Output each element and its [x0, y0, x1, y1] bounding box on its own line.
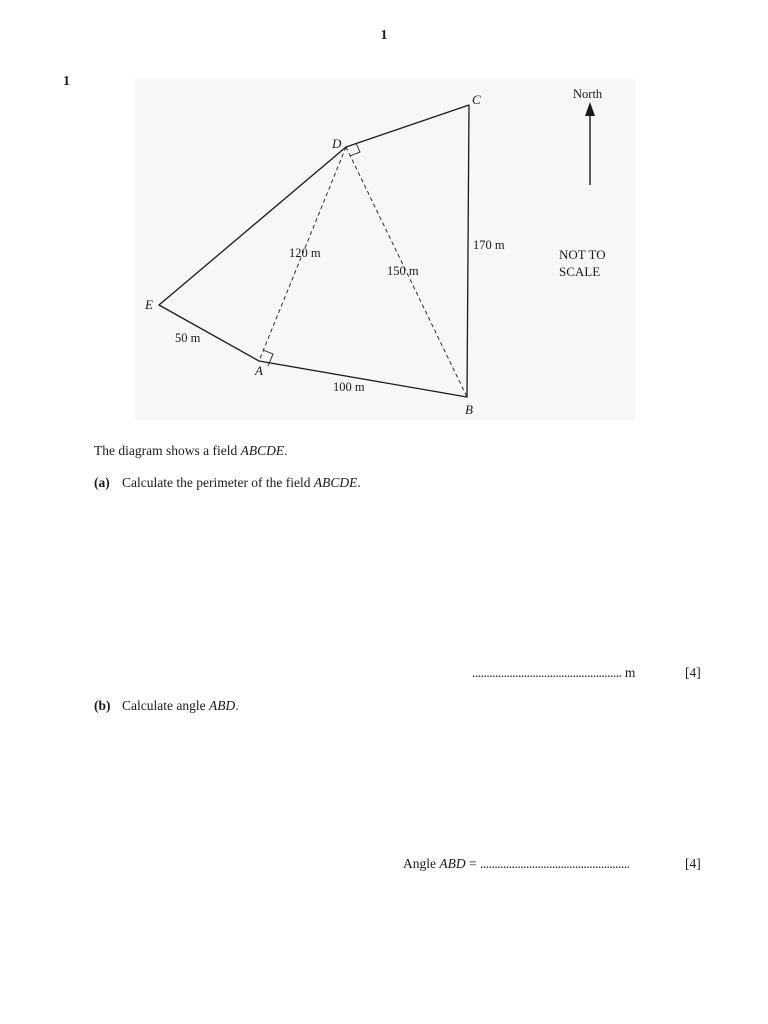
part-a-marks: [4] [685, 665, 701, 680]
part-b-answer-dots[interactable]: .................................................... [480, 856, 630, 871]
length-label-EA: 50 m [175, 331, 201, 345]
not-to-scale-line1: NOT TO [559, 247, 606, 262]
part-b-marks: [4] [685, 856, 701, 871]
question-intro [94, 443, 287, 459]
question-number: 1 [63, 74, 70, 89]
north-label: North [573, 87, 603, 101]
part-a-field-name: ABCDE [313, 475, 358, 490]
part-b-angle-name: ABD [208, 698, 236, 713]
part-a-label: (a) [94, 475, 110, 490]
part-b-answer-prefix: Angle [403, 856, 440, 871]
intro-period: . [284, 443, 288, 458]
part-a-answer-dots[interactable]: .................................................... [472, 665, 622, 680]
part-b-label: (b) [94, 698, 111, 713]
part-a-question [94, 475, 361, 491]
vertex-label-C: C [472, 92, 481, 107]
intro-text: The diagram shows a field [94, 443, 241, 458]
page-number: 1 [380, 28, 388, 43]
field-diagram-svg [135, 78, 635, 420]
length-label-BD: 150 m [387, 264, 419, 278]
part-b-answer-equals: = [465, 856, 480, 871]
part-b-answer-angle: ABD [439, 856, 466, 871]
part-a-answer-line[interactable] [472, 665, 635, 681]
length-label-AD: 120 m [289, 246, 321, 260]
part-b-period: . [235, 698, 239, 713]
field-diagram [135, 78, 635, 420]
intro-field-name: ABCDE [240, 443, 285, 458]
not-to-scale-line2: SCALE [559, 264, 601, 279]
vertex-label-D: D [332, 136, 342, 151]
length-label-BC: 170 m [473, 238, 505, 252]
length-label-AB: 100 m [333, 380, 365, 394]
vertex-label-E: E [145, 297, 153, 312]
vertex-label-B: B [465, 402, 473, 417]
part-b-question [94, 698, 239, 714]
part-a-period: . [357, 475, 361, 490]
vertex-label-A: A [255, 363, 263, 378]
part-a-answer-unit: m [624, 665, 636, 680]
part-b-answer-line[interactable] [403, 856, 630, 872]
part-b-text: Calculate angle [122, 698, 209, 713]
part-a-text: Calculate the perimeter of the field [122, 475, 314, 490]
